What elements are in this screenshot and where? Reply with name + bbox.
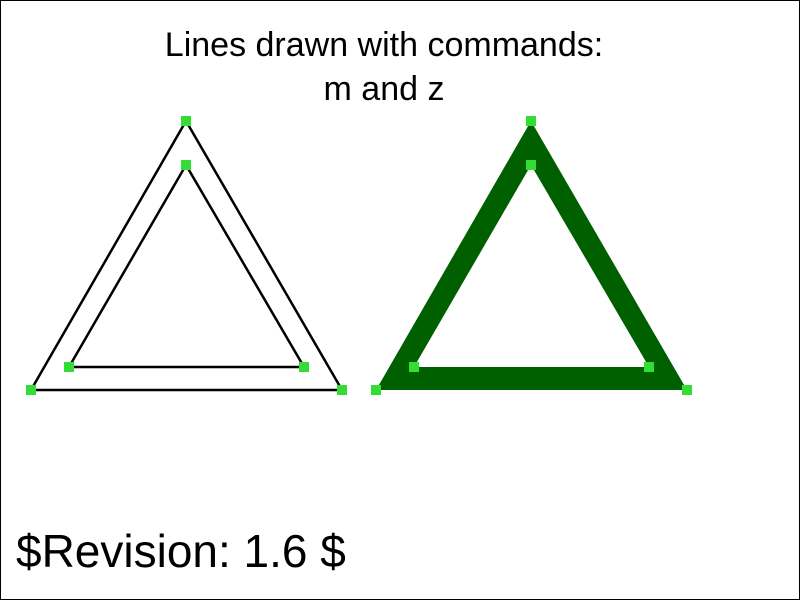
vertex-marker — [409, 362, 419, 372]
title-line-2: m and z — [323, 70, 445, 108]
vertex-marker — [337, 385, 347, 395]
vertex-marker — [526, 116, 536, 126]
vertex-marker — [526, 160, 536, 170]
vertex-marker — [64, 362, 74, 372]
vertex-marker — [26, 385, 36, 395]
triangles-illustration — [1, 1, 799, 599]
vertex-marker — [181, 116, 191, 126]
vertex-marker — [371, 385, 381, 395]
title-line-1: Lines drawn with commands: — [164, 26, 604, 64]
vertex-marker — [682, 385, 692, 395]
vertex-marker — [644, 362, 654, 372]
vertex-marker — [181, 160, 191, 170]
revision-label: $Revision: 1.6 $ — [16, 525, 346, 577]
vertex-marker — [299, 362, 309, 372]
